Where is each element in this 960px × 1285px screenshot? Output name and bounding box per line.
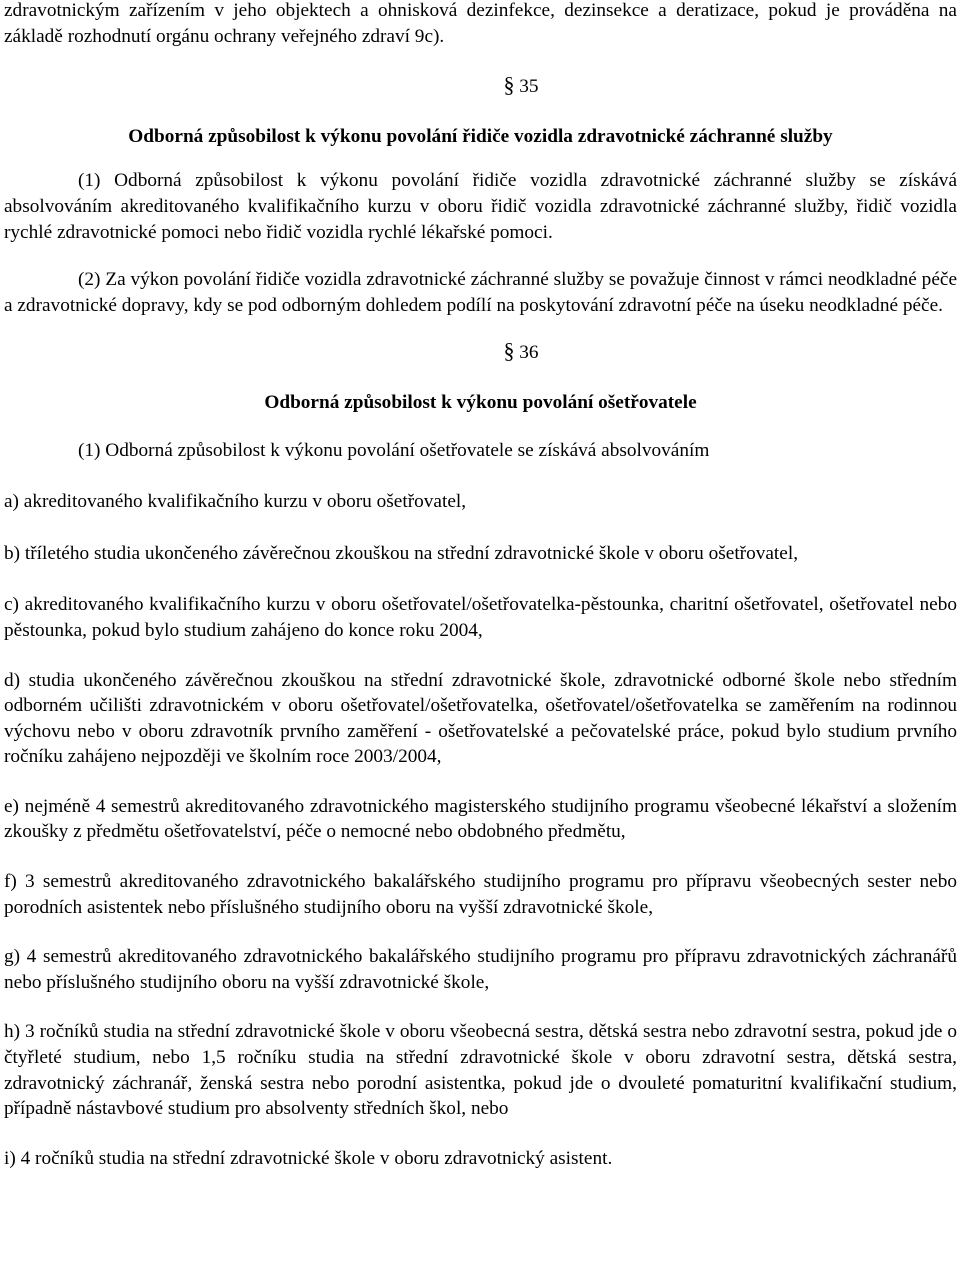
section-35-title: Odborná způsobilost k výkonu povolání řidiče vozidla zdravotnické záchranné služby <box>128 125 833 147</box>
list-item-g: g) 4 semestrů akreditovaného zdravotnického bakalářského studijního programu pro přípravu zdravotnických záchranářů nebo příslušného studijního oboru na vyšší zdravotnické škole, <box>4 946 957 993</box>
list-item-b: b) tříletého studia ukončeného závěrečnou zkouškou na střední zdravotnické škole v oboru ošetřovatel, <box>4 542 799 564</box>
list-item-c: c) akreditovaného kvalifikačního kurzu v oboru ošetřovatel/ošetřovatelka-pěstounka, charitní ošetřovatel, ošetřovatel nebo pěstounka, pokud bylo studium zahájeno do konce roku 2004, <box>4 594 957 641</box>
section-36-title: Odborná způsobilost k výkonu povolání ošetřovatele <box>264 391 697 413</box>
list-item-d: d) studia ukončeného závěrečnou zkouškou na střední zdravotnické škole, zdravotnické odborné škole nebo středním odborném učilišti zdravotnickém v oboru ošetřovatel/ošetřovatelka, ošetřovatel/ošetřovatelka se zaměřením na rodinnou výchovu nebo v oboru zdravotník prvního zaměření - ošetřovatelské a pečovatelské práce, pokud bylo studium prvního ročníku zahájeno nejpozději ve školním roce 2003/2004, <box>4 669 957 768</box>
section-35-paragraph-2: (2) Za výkon povolání řidiče vozidla zdravotnické záchranné služby se považuje činnost v rámci neodkladné péče a zdravotnické dopravy, kdy se pod odborným dohledem podílí na poskytování zdravotní péče na úseku neodkladné péče. <box>4 269 957 316</box>
section-symbol-icon: § <box>503 338 515 364</box>
section-36-intro: (1) Odborná způsobilost k výkonu povolání ošetřovatele se získává absolvováním <box>78 439 710 461</box>
section-36-number-text: 36 <box>519 342 539 364</box>
list-item-f: f) 3 semestrů akreditovaného zdravotnického bakalářského studijního programu pro přípravu všeobecných sester nebo porodních asistentek nebo příslušného studijního oboru na vyšší zdravotnické škole, <box>4 871 957 918</box>
section-35-paragraph-1: (1) Odborná způsobilost k výkonu povolání řidiče vozidla zdravotnické záchranné služby se získává absolvováním akreditovaného kvalifikačního kurzu v oboru řidič vozidla zdravotnické záchranné služby, řidič vozidla rychlé zdravotnické pomoci nebo řidič vozidla rychlé lékařské pomoci. <box>4 170 957 243</box>
section-35-number <box>4 72 957 100</box>
list-item-i: i) 4 ročníků studia na střední zdravotnické škole v oboru zdravotnický asistent. <box>4 1147 613 1169</box>
section-35-number-text: 35 <box>519 76 539 98</box>
section-symbol-icon: § <box>503 72 515 98</box>
top-paragraph: zdravotnickým zařízením v jeho objektech a ohnisková dezinfekce, dezinsekce a deratizace, pokud je prováděna na základě rozhodnutí orgánu ochrany veřejného zdraví 9c). <box>4 0 957 47</box>
list-item-a: a) akreditovaného kvalifikačního kurzu v oboru ošetřovatel, <box>4 491 467 513</box>
document-page <box>4 0 957 1171</box>
list-item-h: h) 3 ročníků studia na střední zdravotnické škole v oboru všeobecná sestra, dětská sestra nebo zdravotní sestra, pokud jde o čtyřleté studium, nebo 1,5 ročníku studia na střední zdravotnické škole v oboru zdravotní sestra, dětská sestra, zdravotnický záchranář, ženská sestra nebo porodní asistentka, pokud jde o dvouleté pomaturitní kvalifikační studium, případně nástavbové studium pro absolventy středních škol, nebo <box>4 1021 957 1120</box>
section-36-number <box>4 338 957 366</box>
list-item-e: e) nejméně 4 semestrů akreditovaného zdravotnického magisterského studijního programu všeobecné lékařství a složením zkoušky z předmětu ošetřovatelství, péče o nemocné nebo obdobného předmětu, <box>4 795 957 843</box>
